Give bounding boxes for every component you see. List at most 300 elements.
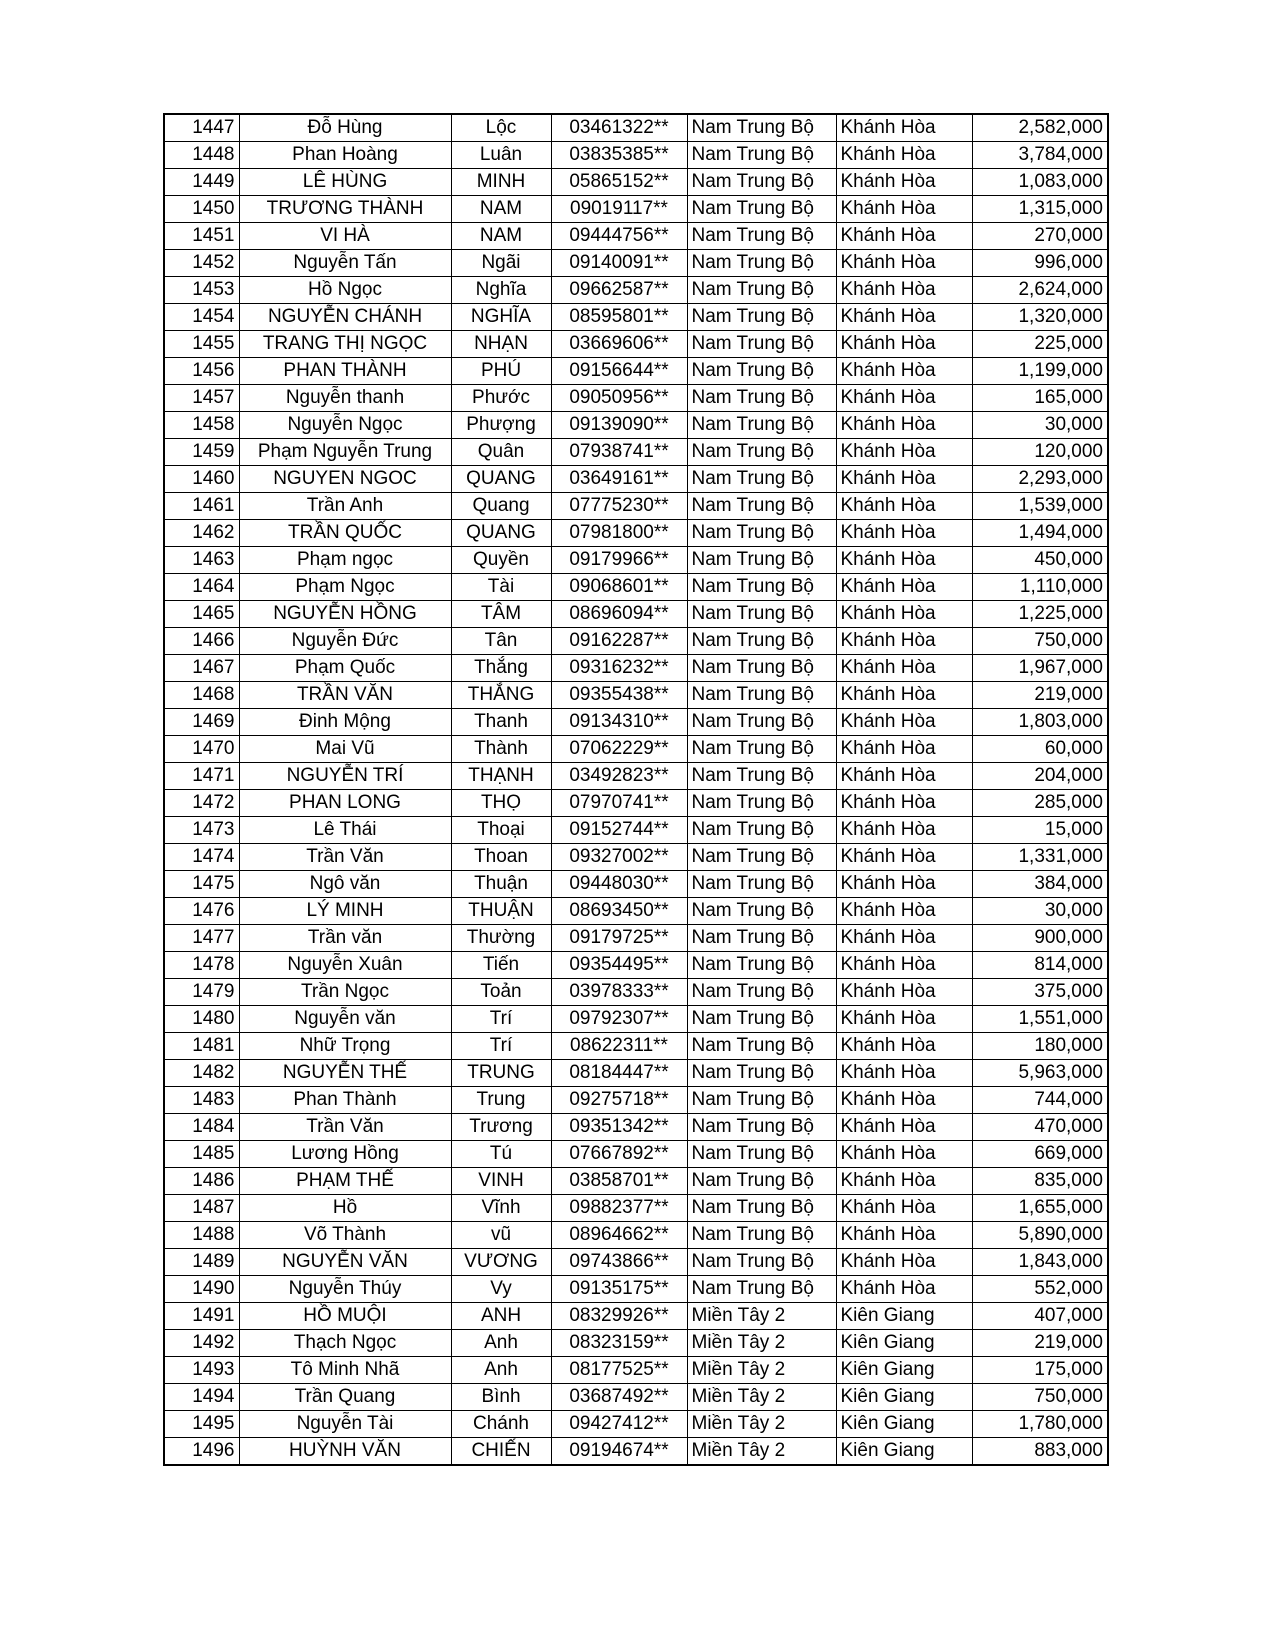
amount-cell: 744,000 bbox=[972, 1087, 1108, 1114]
region-cell: Nam Trung Bộ bbox=[687, 628, 836, 655]
phone-cell: 03858701** bbox=[551, 1168, 687, 1195]
table-row bbox=[164, 196, 1108, 223]
province-cell: Khánh Hòa bbox=[836, 574, 972, 601]
phone-cell: 03978333** bbox=[551, 979, 687, 1006]
table-row bbox=[164, 385, 1108, 412]
table-row bbox=[164, 1033, 1108, 1060]
province-cell: Khánh Hòa bbox=[836, 412, 972, 439]
phone-cell: 09194674** bbox=[551, 1438, 687, 1466]
province-cell: Khánh Hòa bbox=[836, 709, 972, 736]
phone-cell: 03669606** bbox=[551, 331, 687, 358]
phone-cell: 09355438** bbox=[551, 682, 687, 709]
last-middle-name-cell: Đinh Mộng bbox=[239, 709, 451, 736]
table-row bbox=[164, 655, 1108, 682]
province-cell: Khánh Hòa bbox=[836, 952, 972, 979]
region-cell: Nam Trung Bộ bbox=[687, 682, 836, 709]
province-cell: Khánh Hòa bbox=[836, 1141, 972, 1168]
table-row bbox=[164, 223, 1108, 250]
first-name-cell: Tiến bbox=[451, 952, 551, 979]
row-number-cell: 1469 bbox=[164, 709, 239, 736]
phone-cell: 07775230** bbox=[551, 493, 687, 520]
table-row bbox=[164, 142, 1108, 169]
amount-cell: 835,000 bbox=[972, 1168, 1108, 1195]
row-number-cell: 1448 bbox=[164, 142, 239, 169]
table-row bbox=[164, 1276, 1108, 1303]
phone-cell: 09275718** bbox=[551, 1087, 687, 1114]
last-middle-name-cell: Phạm Quốc bbox=[239, 655, 451, 682]
table-row bbox=[164, 1114, 1108, 1141]
table-row bbox=[164, 979, 1108, 1006]
row-number-cell: 1456 bbox=[164, 358, 239, 385]
amount-cell: 285,000 bbox=[972, 790, 1108, 817]
phone-cell: 03687492** bbox=[551, 1384, 687, 1411]
first-name-cell: MINH bbox=[451, 169, 551, 196]
last-middle-name-cell: Nhữ Trọng bbox=[239, 1033, 451, 1060]
phone-cell: 03461322** bbox=[551, 114, 687, 142]
first-name-cell: PHÚ bbox=[451, 358, 551, 385]
row-number-cell: 1460 bbox=[164, 466, 239, 493]
province-cell: Khánh Hòa bbox=[836, 736, 972, 763]
table-row bbox=[164, 304, 1108, 331]
last-middle-name-cell: Nguyễn Tài bbox=[239, 1411, 451, 1438]
first-name-cell: THẮNG bbox=[451, 682, 551, 709]
amount-cell: 1,803,000 bbox=[972, 709, 1108, 736]
province-cell: Khánh Hòa bbox=[836, 547, 972, 574]
province-cell: Kiên Giang bbox=[836, 1384, 972, 1411]
region-cell: Miền Tây 2 bbox=[687, 1303, 836, 1330]
row-number-cell: 1463 bbox=[164, 547, 239, 574]
amount-cell: 60,000 bbox=[972, 736, 1108, 763]
last-middle-name-cell: NGUYỄN THẾ bbox=[239, 1060, 451, 1087]
phone-cell: 09354495** bbox=[551, 952, 687, 979]
amount-cell: 2,582,000 bbox=[972, 114, 1108, 142]
table-row bbox=[164, 709, 1108, 736]
last-middle-name-cell: Trần văn bbox=[239, 925, 451, 952]
province-cell: Khánh Hòa bbox=[836, 493, 972, 520]
phone-cell: 08622311** bbox=[551, 1033, 687, 1060]
province-cell: Khánh Hòa bbox=[836, 1060, 972, 1087]
region-cell: Miền Tây 2 bbox=[687, 1384, 836, 1411]
row-number-cell: 1492 bbox=[164, 1330, 239, 1357]
first-name-cell: TÂM bbox=[451, 601, 551, 628]
last-middle-name-cell: Nguyễn văn bbox=[239, 1006, 451, 1033]
table-row bbox=[164, 844, 1108, 871]
amount-cell: 120,000 bbox=[972, 439, 1108, 466]
first-name-cell: Thoại bbox=[451, 817, 551, 844]
first-name-cell: Thành bbox=[451, 736, 551, 763]
province-cell: Khánh Hòa bbox=[836, 1249, 972, 1276]
row-number-cell: 1462 bbox=[164, 520, 239, 547]
province-cell: Khánh Hòa bbox=[836, 601, 972, 628]
table-body bbox=[164, 114, 1108, 1465]
row-number-cell: 1491 bbox=[164, 1303, 239, 1330]
first-name-cell: VINH bbox=[451, 1168, 551, 1195]
amount-cell: 219,000 bbox=[972, 682, 1108, 709]
last-middle-name-cell: LÊ HÙNG bbox=[239, 169, 451, 196]
row-number-cell: 1449 bbox=[164, 169, 239, 196]
province-cell: Khánh Hòa bbox=[836, 1276, 972, 1303]
province-cell: Khánh Hòa bbox=[836, 1114, 972, 1141]
first-name-cell: Quyền bbox=[451, 547, 551, 574]
amount-cell: 270,000 bbox=[972, 223, 1108, 250]
table-row bbox=[164, 682, 1108, 709]
province-cell: Khánh Hòa bbox=[836, 385, 972, 412]
first-name-cell: Vy bbox=[451, 1276, 551, 1303]
amount-cell: 1,843,000 bbox=[972, 1249, 1108, 1276]
province-cell: Kiên Giang bbox=[836, 1438, 972, 1466]
table-row bbox=[164, 114, 1108, 142]
first-name-cell: Quân bbox=[451, 439, 551, 466]
province-cell: Khánh Hòa bbox=[836, 628, 972, 655]
first-name-cell: NAM bbox=[451, 223, 551, 250]
first-name-cell: Toản bbox=[451, 979, 551, 1006]
region-cell: Nam Trung Bộ bbox=[687, 601, 836, 628]
last-middle-name-cell: TRANG THỊ NGỌC bbox=[239, 331, 451, 358]
first-name-cell: Luân bbox=[451, 142, 551, 169]
phone-cell: 09050956** bbox=[551, 385, 687, 412]
amount-cell: 225,000 bbox=[972, 331, 1108, 358]
region-cell: Nam Trung Bộ bbox=[687, 1195, 836, 1222]
phone-cell: 07981800** bbox=[551, 520, 687, 547]
province-cell: Kiên Giang bbox=[836, 1411, 972, 1438]
row-number-cell: 1473 bbox=[164, 817, 239, 844]
amount-cell: 1,780,000 bbox=[972, 1411, 1108, 1438]
amount-cell: 407,000 bbox=[972, 1303, 1108, 1330]
province-cell: Kiên Giang bbox=[836, 1330, 972, 1357]
last-middle-name-cell: NGUYỄN HỒNG bbox=[239, 601, 451, 628]
amount-cell: 175,000 bbox=[972, 1357, 1108, 1384]
amount-cell: 1,110,000 bbox=[972, 574, 1108, 601]
phone-cell: 09882377** bbox=[551, 1195, 687, 1222]
province-cell: Khánh Hòa bbox=[836, 277, 972, 304]
first-name-cell: Ngãi bbox=[451, 250, 551, 277]
first-name-cell: NAM bbox=[451, 196, 551, 223]
row-number-cell: 1465 bbox=[164, 601, 239, 628]
amount-cell: 384,000 bbox=[972, 871, 1108, 898]
first-name-cell: CHIẾN bbox=[451, 1438, 551, 1466]
first-name-cell: THẠNH bbox=[451, 763, 551, 790]
amount-cell: 1,539,000 bbox=[972, 493, 1108, 520]
region-cell: Nam Trung Bộ bbox=[687, 709, 836, 736]
row-number-cell: 1495 bbox=[164, 1411, 239, 1438]
phone-cell: 09327002** bbox=[551, 844, 687, 871]
phone-cell: 07938741** bbox=[551, 439, 687, 466]
last-middle-name-cell: TRƯƠNG THÀNH bbox=[239, 196, 451, 223]
province-cell: Kiên Giang bbox=[836, 1303, 972, 1330]
phone-cell: 09068601** bbox=[551, 574, 687, 601]
region-cell: Nam Trung Bộ bbox=[687, 169, 836, 196]
row-number-cell: 1483 bbox=[164, 1087, 239, 1114]
region-cell: Nam Trung Bộ bbox=[687, 574, 836, 601]
region-cell: Nam Trung Bộ bbox=[687, 1033, 836, 1060]
row-number-cell: 1468 bbox=[164, 682, 239, 709]
province-cell: Khánh Hòa bbox=[836, 655, 972, 682]
region-cell: Nam Trung Bộ bbox=[687, 223, 836, 250]
last-middle-name-cell: NGUYỄN CHÁNH bbox=[239, 304, 451, 331]
last-middle-name-cell: TRẦN VĂN bbox=[239, 682, 451, 709]
province-cell: Khánh Hòa bbox=[836, 331, 972, 358]
row-number-cell: 1451 bbox=[164, 223, 239, 250]
table-row bbox=[164, 1249, 1108, 1276]
first-name-cell: ANH bbox=[451, 1303, 551, 1330]
amount-cell: 470,000 bbox=[972, 1114, 1108, 1141]
first-name-cell: QUANG bbox=[451, 466, 551, 493]
phone-cell: 08177525** bbox=[551, 1357, 687, 1384]
table-row bbox=[164, 1384, 1108, 1411]
region-cell: Nam Trung Bộ bbox=[687, 547, 836, 574]
row-number-cell: 1455 bbox=[164, 331, 239, 358]
first-name-cell: Nghĩa bbox=[451, 277, 551, 304]
amount-cell: 204,000 bbox=[972, 763, 1108, 790]
row-number-cell: 1485 bbox=[164, 1141, 239, 1168]
amount-cell: 30,000 bbox=[972, 412, 1108, 439]
region-cell: Nam Trung Bộ bbox=[687, 817, 836, 844]
table-row bbox=[164, 493, 1108, 520]
first-name-cell: Bình bbox=[451, 1384, 551, 1411]
row-number-cell: 1459 bbox=[164, 439, 239, 466]
phone-cell: 09743866** bbox=[551, 1249, 687, 1276]
table-row bbox=[164, 547, 1108, 574]
region-cell: Nam Trung Bộ bbox=[687, 1114, 836, 1141]
table-row bbox=[164, 466, 1108, 493]
table-row bbox=[164, 871, 1108, 898]
region-cell: Nam Trung Bộ bbox=[687, 925, 836, 952]
amount-cell: 1,320,000 bbox=[972, 304, 1108, 331]
amount-cell: 1,331,000 bbox=[972, 844, 1108, 871]
region-cell: Nam Trung Bộ bbox=[687, 520, 836, 547]
first-name-cell: Quang bbox=[451, 493, 551, 520]
first-name-cell: Thanh bbox=[451, 709, 551, 736]
phone-cell: 08595801** bbox=[551, 304, 687, 331]
row-number-cell: 1458 bbox=[164, 412, 239, 439]
table-row bbox=[164, 898, 1108, 925]
region-cell: Miền Tây 2 bbox=[687, 1330, 836, 1357]
region-cell: Nam Trung Bộ bbox=[687, 385, 836, 412]
phone-cell: 07970741** bbox=[551, 790, 687, 817]
amount-cell: 2,293,000 bbox=[972, 466, 1108, 493]
phone-cell: 08696094** bbox=[551, 601, 687, 628]
table-row bbox=[164, 1195, 1108, 1222]
table-row bbox=[164, 925, 1108, 952]
amount-cell: 5,890,000 bbox=[972, 1222, 1108, 1249]
amount-cell: 1,967,000 bbox=[972, 655, 1108, 682]
table-row bbox=[164, 1357, 1108, 1384]
amount-cell: 552,000 bbox=[972, 1276, 1108, 1303]
region-cell: Nam Trung Bộ bbox=[687, 331, 836, 358]
phone-cell: 09135175** bbox=[551, 1276, 687, 1303]
row-number-cell: 1490 bbox=[164, 1276, 239, 1303]
phone-cell: 09316232** bbox=[551, 655, 687, 682]
last-middle-name-cell: HỒ MUỘI bbox=[239, 1303, 451, 1330]
phone-cell: 08184447** bbox=[551, 1060, 687, 1087]
province-cell: Khánh Hòa bbox=[836, 790, 972, 817]
row-number-cell: 1453 bbox=[164, 277, 239, 304]
last-middle-name-cell: PHAN THÀNH bbox=[239, 358, 451, 385]
table-row bbox=[164, 358, 1108, 385]
last-middle-name-cell: Phan Hoàng bbox=[239, 142, 451, 169]
row-number-cell: 1466 bbox=[164, 628, 239, 655]
table-row bbox=[164, 601, 1108, 628]
province-cell: Khánh Hòa bbox=[836, 223, 972, 250]
table-row bbox=[164, 1411, 1108, 1438]
phone-cell: 08329926** bbox=[551, 1303, 687, 1330]
last-middle-name-cell: Phạm ngọc bbox=[239, 547, 451, 574]
first-name-cell: Thắng bbox=[451, 655, 551, 682]
phone-cell: 09019117** bbox=[551, 196, 687, 223]
last-middle-name-cell: Hồ bbox=[239, 1195, 451, 1222]
last-middle-name-cell: Nguyễn Tấn bbox=[239, 250, 451, 277]
table-row bbox=[164, 250, 1108, 277]
amount-cell: 5,963,000 bbox=[972, 1060, 1108, 1087]
table-row bbox=[164, 1438, 1108, 1466]
last-middle-name-cell: Nguyễn Thúy bbox=[239, 1276, 451, 1303]
last-middle-name-cell: Tô Minh Nhã bbox=[239, 1357, 451, 1384]
table-row bbox=[164, 1222, 1108, 1249]
phone-cell: 05865152** bbox=[551, 169, 687, 196]
table-row bbox=[164, 1060, 1108, 1087]
phone-cell: 08693450** bbox=[551, 898, 687, 925]
amount-cell: 1,494,000 bbox=[972, 520, 1108, 547]
last-middle-name-cell: Ngô văn bbox=[239, 871, 451, 898]
first-name-cell: THỌ bbox=[451, 790, 551, 817]
row-number-cell: 1464 bbox=[164, 574, 239, 601]
province-cell: Khánh Hòa bbox=[836, 871, 972, 898]
row-number-cell: 1461 bbox=[164, 493, 239, 520]
region-cell: Nam Trung Bộ bbox=[687, 844, 836, 871]
region-cell: Nam Trung Bộ bbox=[687, 1006, 836, 1033]
phone-cell: 09179725** bbox=[551, 925, 687, 952]
province-cell: Khánh Hòa bbox=[836, 979, 972, 1006]
table-row bbox=[164, 412, 1108, 439]
first-name-cell: Trí bbox=[451, 1006, 551, 1033]
province-cell: Khánh Hòa bbox=[836, 1222, 972, 1249]
first-name-cell: Anh bbox=[451, 1330, 551, 1357]
region-cell: Nam Trung Bộ bbox=[687, 1249, 836, 1276]
province-cell: Khánh Hòa bbox=[836, 925, 972, 952]
first-name-cell: TRUNG bbox=[451, 1060, 551, 1087]
last-middle-name-cell: Mai Vũ bbox=[239, 736, 451, 763]
last-middle-name-cell: Lê Thái bbox=[239, 817, 451, 844]
region-cell: Nam Trung Bộ bbox=[687, 1087, 836, 1114]
last-middle-name-cell: Trần Quang bbox=[239, 1384, 451, 1411]
amount-cell: 15,000 bbox=[972, 817, 1108, 844]
phone-cell: 09140091** bbox=[551, 250, 687, 277]
amount-cell: 1,083,000 bbox=[972, 169, 1108, 196]
row-number-cell: 1486 bbox=[164, 1168, 239, 1195]
last-middle-name-cell: Trần Anh bbox=[239, 493, 451, 520]
last-middle-name-cell: NGUYỄN TRÍ bbox=[239, 763, 451, 790]
amount-cell: 375,000 bbox=[972, 979, 1108, 1006]
region-cell: Nam Trung Bộ bbox=[687, 898, 836, 925]
first-name-cell: Phượng bbox=[451, 412, 551, 439]
region-cell: Nam Trung Bộ bbox=[687, 277, 836, 304]
region-cell: Nam Trung Bộ bbox=[687, 412, 836, 439]
table-row bbox=[164, 817, 1108, 844]
row-number-cell: 1477 bbox=[164, 925, 239, 952]
amount-cell: 883,000 bbox=[972, 1438, 1108, 1466]
region-cell: Miền Tây 2 bbox=[687, 1411, 836, 1438]
phone-cell: 09162287** bbox=[551, 628, 687, 655]
amount-cell: 1,199,000 bbox=[972, 358, 1108, 385]
province-cell: Khánh Hòa bbox=[836, 358, 972, 385]
row-number-cell: 1478 bbox=[164, 952, 239, 979]
last-middle-name-cell: NGUYEN NGOC bbox=[239, 466, 451, 493]
last-middle-name-cell: Phan Thành bbox=[239, 1087, 451, 1114]
region-cell: Nam Trung Bộ bbox=[687, 142, 836, 169]
province-cell: Khánh Hòa bbox=[836, 142, 972, 169]
region-cell: Nam Trung Bộ bbox=[687, 1060, 836, 1087]
phone-cell: 09152744** bbox=[551, 817, 687, 844]
last-middle-name-cell: Trần Văn bbox=[239, 844, 451, 871]
first-name-cell: Tài bbox=[451, 574, 551, 601]
table-row bbox=[164, 439, 1108, 466]
amount-cell: 1,315,000 bbox=[972, 196, 1108, 223]
region-cell: Nam Trung Bộ bbox=[687, 655, 836, 682]
first-name-cell: VƯƠNG bbox=[451, 1249, 551, 1276]
phone-cell: 09134310** bbox=[551, 709, 687, 736]
province-cell: Khánh Hòa bbox=[836, 682, 972, 709]
region-cell: Nam Trung Bộ bbox=[687, 196, 836, 223]
table-row bbox=[164, 736, 1108, 763]
table-row bbox=[164, 1087, 1108, 1114]
region-cell: Nam Trung Bộ bbox=[687, 1141, 836, 1168]
first-name-cell: Vĩnh bbox=[451, 1195, 551, 1222]
row-number-cell: 1457 bbox=[164, 385, 239, 412]
amount-cell: 2,624,000 bbox=[972, 277, 1108, 304]
region-cell: Nam Trung Bộ bbox=[687, 790, 836, 817]
first-name-cell: Tân bbox=[451, 628, 551, 655]
first-name-cell: QUANG bbox=[451, 520, 551, 547]
table-row bbox=[164, 763, 1108, 790]
phone-cell: 09156644** bbox=[551, 358, 687, 385]
amount-cell: 750,000 bbox=[972, 628, 1108, 655]
first-name-cell: Thoan bbox=[451, 844, 551, 871]
province-cell: Khánh Hòa bbox=[836, 817, 972, 844]
province-cell: Khánh Hòa bbox=[836, 169, 972, 196]
first-name-cell: Chánh bbox=[451, 1411, 551, 1438]
province-cell: Khánh Hòa bbox=[836, 439, 972, 466]
last-middle-name-cell: Phạm Ngọc bbox=[239, 574, 451, 601]
first-name-cell: Tú bbox=[451, 1141, 551, 1168]
region-cell: Nam Trung Bộ bbox=[687, 1276, 836, 1303]
row-number-cell: 1482 bbox=[164, 1060, 239, 1087]
amount-cell: 450,000 bbox=[972, 547, 1108, 574]
region-cell: Nam Trung Bộ bbox=[687, 493, 836, 520]
last-middle-name-cell: Trần Ngọc bbox=[239, 979, 451, 1006]
amount-cell: 1,655,000 bbox=[972, 1195, 1108, 1222]
region-cell: Nam Trung Bộ bbox=[687, 1168, 836, 1195]
phone-cell: 09351342** bbox=[551, 1114, 687, 1141]
first-name-cell: Thuận bbox=[451, 871, 551, 898]
province-cell: Kiên Giang bbox=[836, 1357, 972, 1384]
table-row bbox=[164, 1330, 1108, 1357]
first-name-cell: THUẬN bbox=[451, 898, 551, 925]
last-middle-name-cell: Nguyễn Ngọc bbox=[239, 412, 451, 439]
table-row bbox=[164, 1141, 1108, 1168]
province-cell: Khánh Hòa bbox=[836, 763, 972, 790]
phone-cell: 09427412** bbox=[551, 1411, 687, 1438]
first-name-cell: vũ bbox=[451, 1222, 551, 1249]
phone-cell: 03835385** bbox=[551, 142, 687, 169]
amount-cell: 3,784,000 bbox=[972, 142, 1108, 169]
province-cell: Khánh Hòa bbox=[836, 466, 972, 493]
amount-cell: 165,000 bbox=[972, 385, 1108, 412]
phone-cell: 09179966** bbox=[551, 547, 687, 574]
row-number-cell: 1476 bbox=[164, 898, 239, 925]
table-row bbox=[164, 520, 1108, 547]
row-number-cell: 1475 bbox=[164, 871, 239, 898]
last-middle-name-cell: Nguyễn thanh bbox=[239, 385, 451, 412]
